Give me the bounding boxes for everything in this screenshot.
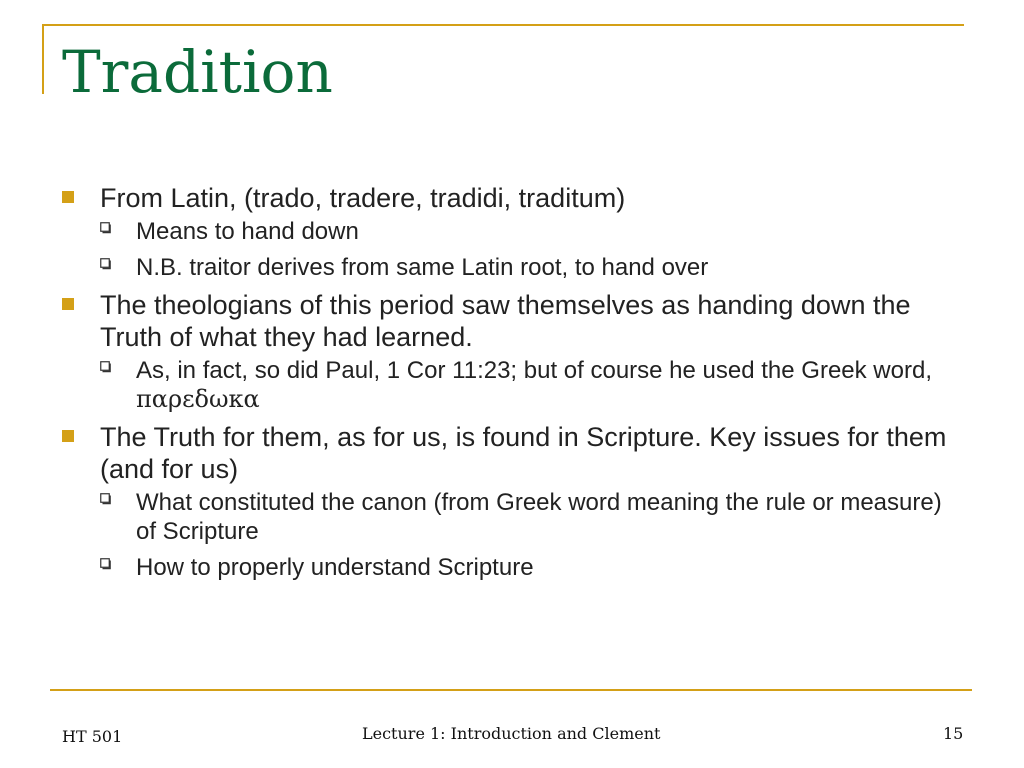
bullet-item [62, 289, 962, 353]
sub-bullet-item [62, 553, 962, 582]
square-bullet-icon [62, 430, 74, 442]
greek-word: παρεδωκα [136, 385, 260, 413]
slide-title: Tradition [62, 38, 333, 106]
sub-bullet-item [62, 356, 962, 414]
left-rule [42, 24, 44, 94]
bottom-rule [50, 689, 972, 691]
sub-bullet-item [62, 488, 962, 546]
square-bullet-icon [62, 298, 74, 310]
bullet-text: From Latin, (trado, tradere, tradidi, traditum) [100, 183, 626, 213]
footer-page-number: 15 [943, 724, 964, 743]
square-bullet-icon [62, 191, 74, 203]
top-rule [42, 24, 964, 26]
sub-bullet-text: Means to hand down [136, 218, 359, 245]
hollow-box-bullet-icon [100, 258, 112, 270]
hollow-box-bullet-icon [100, 361, 112, 373]
sub-bullet-text: N.B. traitor derives from same Latin root, to hand over [136, 254, 709, 281]
sub-bullet-text: As, in fact, so did Paul, 1 Cor 11:23; but of course he used the Greek word, [136, 357, 932, 384]
hollow-box-bullet-icon [100, 493, 112, 505]
bullet-item [62, 182, 962, 214]
sub-bullet-item [62, 253, 962, 282]
sub-bullet-text: What constituted the canon (from Greek word meaning the rule or measure) of Scripture [136, 489, 942, 545]
slide-content [62, 182, 962, 589]
bullet-text: The theologians of this period saw themselves as handing down the Truth of what they had learned. [100, 290, 911, 352]
footer-course: HT 501 [62, 727, 123, 746]
bullet-item [62, 421, 962, 485]
sub-bullet-item [62, 217, 962, 246]
hollow-box-bullet-icon [100, 222, 112, 234]
bullet-text: The Truth for them, as for us, is found in Scripture. Key issues for them (and for us) [100, 422, 947, 484]
hollow-box-bullet-icon [100, 558, 112, 570]
sub-bullet-text: How to properly understand Scripture [136, 554, 534, 581]
footer-lecture-title: Lecture 1: Introduction and Clement [362, 724, 661, 743]
